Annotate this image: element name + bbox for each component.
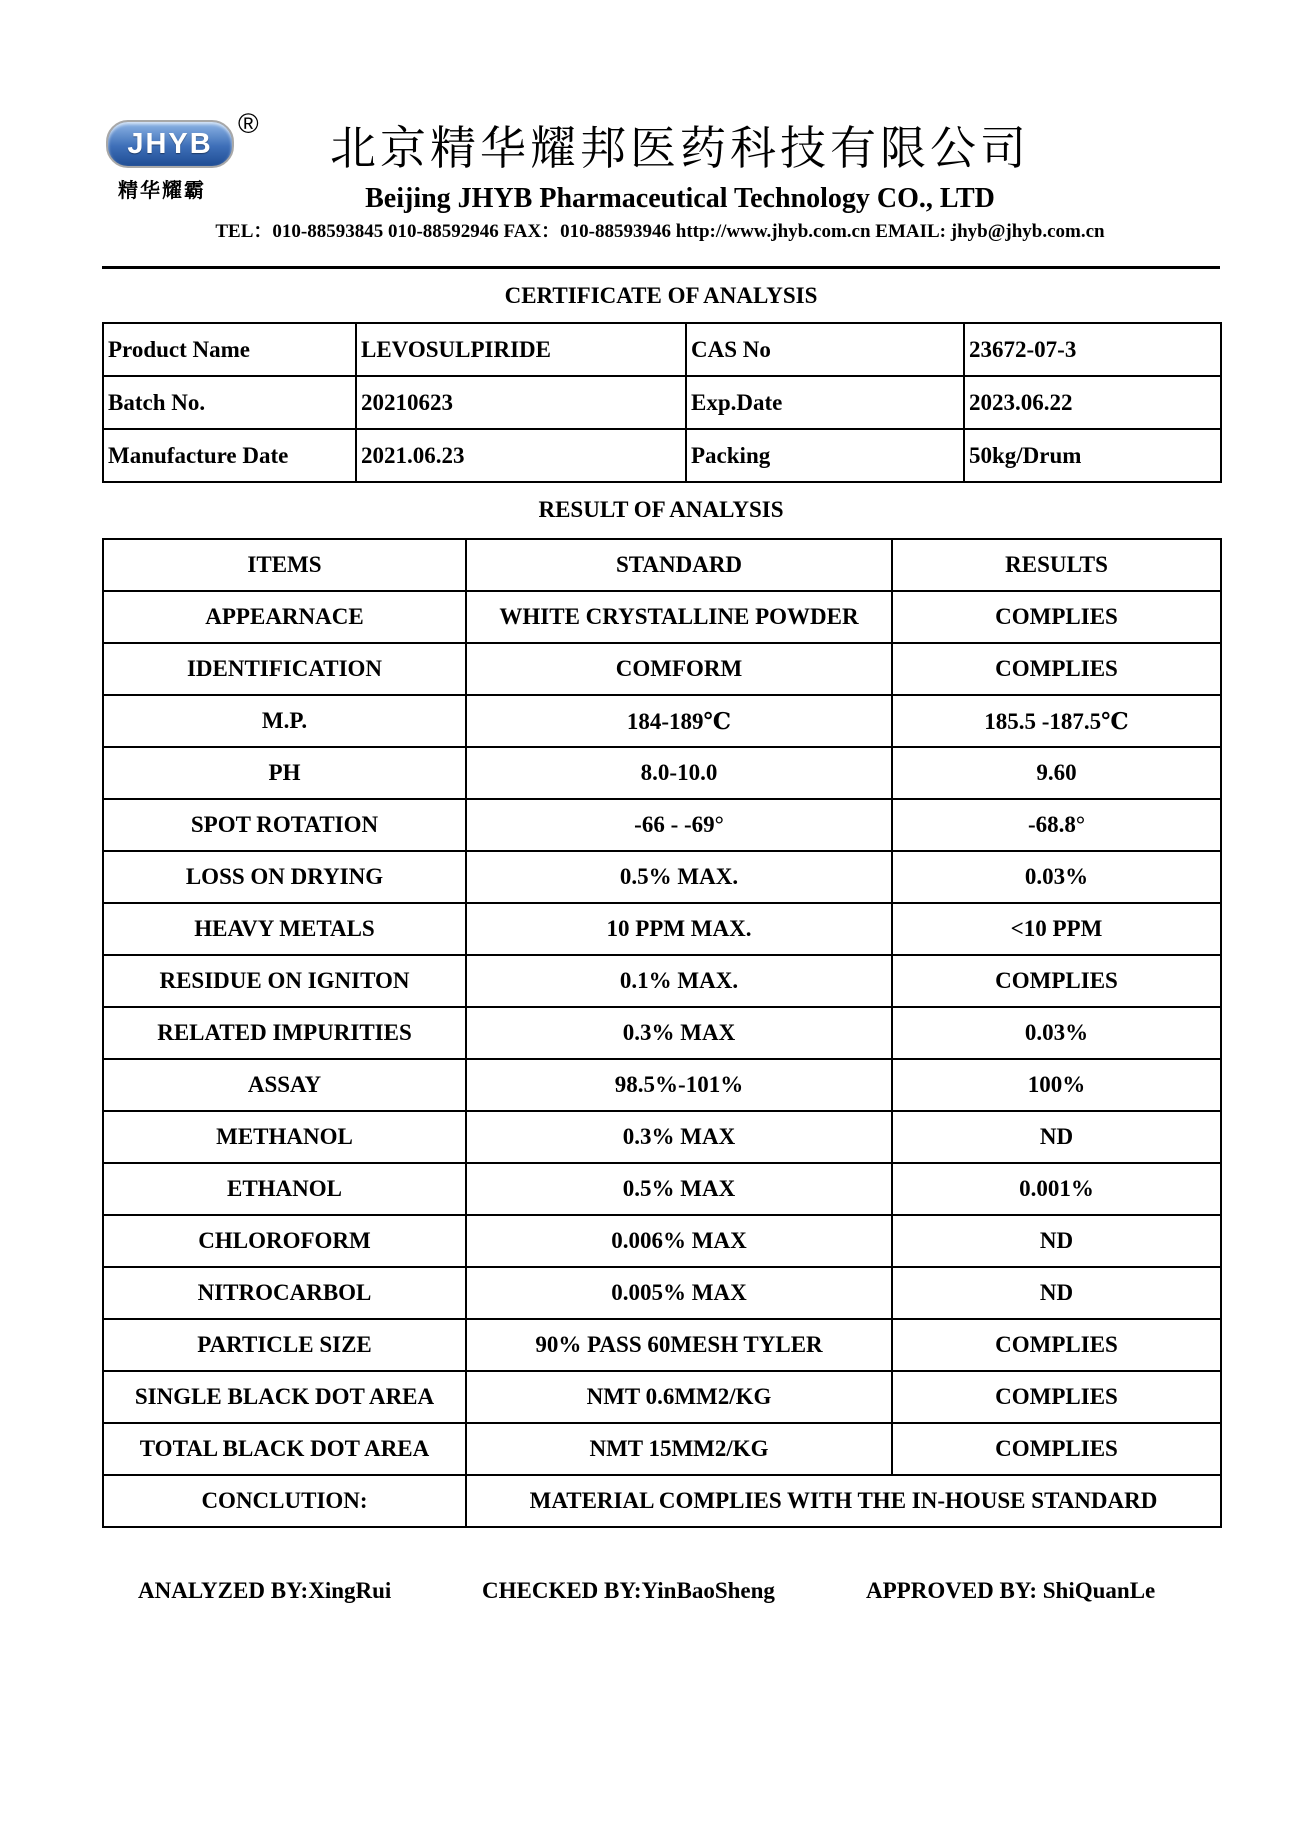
analysis-row	[103, 1111, 1221, 1163]
analysis-row	[103, 1319, 1221, 1371]
item-cell: APPEARNACE	[103, 591, 466, 643]
result-cell: ND	[892, 1111, 1221, 1163]
info-label: Product Name	[103, 323, 356, 376]
result-title: RESULT OF ANALYSIS	[538, 497, 784, 522]
standard-cell: 0.5% MAX	[466, 1163, 892, 1215]
result-cell: 0.001%	[892, 1163, 1221, 1215]
product-info-table	[102, 322, 1222, 483]
analysis-row	[103, 955, 1221, 1007]
info-row	[103, 376, 1221, 429]
result-cell: COMPLIES	[892, 643, 1221, 695]
info-row	[103, 429, 1221, 482]
analysis-row	[103, 591, 1221, 643]
result-cell: 0.03%	[892, 1007, 1221, 1059]
standard-cell: 0.3% MAX	[466, 1007, 892, 1059]
logo-chinese-name: 精华耀霸	[118, 178, 206, 202]
info-value: 2023.06.22	[964, 376, 1221, 429]
result-cell: COMPLIES	[892, 1423, 1221, 1475]
standard-cell: COMFORM	[466, 643, 892, 695]
result-cell: COMPLIES	[892, 955, 1221, 1007]
standard-cell: 184-189℃	[466, 695, 892, 747]
result-cell: COMPLIES	[892, 1371, 1221, 1423]
result-cell: 0.03%	[892, 851, 1221, 903]
result-cell: COMPLIES	[892, 591, 1221, 643]
item-cell: ETHANOL	[103, 1163, 466, 1215]
certificate-title: CERTIFICATE OF ANALYSIS	[504, 283, 818, 308]
analysis-row	[103, 1267, 1221, 1319]
checked-by: CHECKED BY:YinBaoSheng	[482, 1578, 775, 1603]
result-cell: COMPLIES	[892, 1319, 1221, 1371]
analysis-row	[103, 1371, 1221, 1423]
standard-cell: -66 - -69°	[466, 799, 892, 851]
standard-cell: 10 PPM MAX.	[466, 903, 892, 955]
standard-cell: 0.005% MAX	[466, 1267, 892, 1319]
analysis-row	[103, 1423, 1221, 1475]
analysis-row	[103, 799, 1221, 851]
analyzed-by: ANALYZED BY:XingRui	[138, 1578, 392, 1603]
result-cell: 100%	[892, 1059, 1221, 1111]
standard-cell: 98.5%-101%	[466, 1059, 892, 1111]
info-label: Batch No.	[103, 376, 356, 429]
item-cell: SINGLE BLACK DOT AREA	[103, 1371, 466, 1423]
item-cell: PH	[103, 747, 466, 799]
item-cell: ASSAY	[103, 1059, 466, 1111]
standard-cell: 0.1% MAX.	[466, 955, 892, 1007]
conclusion-row	[103, 1475, 1221, 1527]
header-divider	[102, 266, 1220, 269]
standard-cell: NMT 0.6MM2/KG	[466, 1371, 892, 1423]
standard-cell: 0.006% MAX	[466, 1215, 892, 1267]
info-label: Exp.Date	[686, 376, 964, 429]
analysis-row	[103, 643, 1221, 695]
standard-cell: 0.3% MAX	[466, 1111, 892, 1163]
analysis-row	[103, 747, 1221, 799]
column-header-results: RESULTS	[892, 539, 1221, 591]
analysis-row	[103, 695, 1221, 747]
analysis-row	[103, 1007, 1221, 1059]
analysis-row	[103, 1163, 1221, 1215]
registered-mark: ®	[238, 108, 259, 139]
company-name-english: Beijing JHYB Pharmaceutical Technology CO., LTD	[365, 183, 995, 214]
item-cell: RELATED IMPURITIES	[103, 1007, 466, 1059]
standard-cell: WHITE CRYSTALLINE POWDER	[466, 591, 892, 643]
result-cell: -68.8°	[892, 799, 1221, 851]
info-label: CAS No	[686, 323, 964, 376]
company-name-chinese: 北京精华耀邦医药科技有限公司	[330, 121, 1030, 175]
item-cell: METHANOL	[103, 1111, 466, 1163]
info-label: Manufacture Date	[103, 429, 356, 482]
info-value: 2021.06.23	[356, 429, 686, 482]
logo-text: JHYB	[127, 128, 213, 160]
contact-line: TEL：010-88593845 010-88592946 FAX：010-88593946 http://www.jhyb.com.cn EMAIL: jhyb@jhyb.com.cn	[215, 221, 1105, 242]
result-cell: <10 PPM	[892, 903, 1221, 955]
company-logo	[104, 108, 272, 202]
analysis-row	[103, 1215, 1221, 1267]
analysis-table	[102, 538, 1222, 1528]
item-cell: HEAVY METALS	[103, 903, 466, 955]
analysis-row	[103, 851, 1221, 903]
item-cell: SPOT ROTATION	[103, 799, 466, 851]
result-cell: 9.60	[892, 747, 1221, 799]
item-cell: M.P.	[103, 695, 466, 747]
standard-cell: 8.0-10.0	[466, 747, 892, 799]
info-row	[103, 323, 1221, 376]
analysis-row	[103, 903, 1221, 955]
result-cell: ND	[892, 1267, 1221, 1319]
analysis-row	[103, 1059, 1221, 1111]
item-cell: IDENTIFICATION	[103, 643, 466, 695]
signoff-line	[102, 1578, 1220, 1610]
column-header-items: ITEMS	[103, 539, 466, 591]
item-cell: RESIDUE ON IGNITON	[103, 955, 466, 1007]
approved-by: APPROVED BY: ShiQuanLe	[866, 1578, 1156, 1603]
item-cell: TOTAL BLACK DOT AREA	[103, 1423, 466, 1475]
standard-cell: 0.5% MAX.	[466, 851, 892, 903]
info-value: 50kg/Drum	[964, 429, 1221, 482]
standard-cell: NMT 15MM2/KG	[466, 1423, 892, 1475]
info-label: Packing	[686, 429, 964, 482]
info-value: LEVOSULPIRIDE	[356, 323, 686, 376]
item-cell: NITROCARBOL	[103, 1267, 466, 1319]
standard-cell: 90% PASS 60MESH TYLER	[466, 1319, 892, 1371]
info-value: 20210623	[356, 376, 686, 429]
item-cell: CHLOROFORM	[103, 1215, 466, 1267]
item-cell: LOSS ON DRYING	[103, 851, 466, 903]
result-cell: 185.5 -187.5℃	[892, 695, 1221, 747]
column-header-standard: STANDARD	[466, 539, 892, 591]
conclusion-label: CONCLUTION:	[103, 1475, 466, 1527]
info-value: 23672-07-3	[964, 323, 1221, 376]
result-cell: ND	[892, 1215, 1221, 1267]
conclusion-text: MATERIAL COMPLIES WITH THE IN-HOUSE STANDARD	[466, 1475, 1221, 1527]
analysis-header-row	[103, 539, 1221, 591]
item-cell: PARTICLE SIZE	[103, 1319, 466, 1371]
